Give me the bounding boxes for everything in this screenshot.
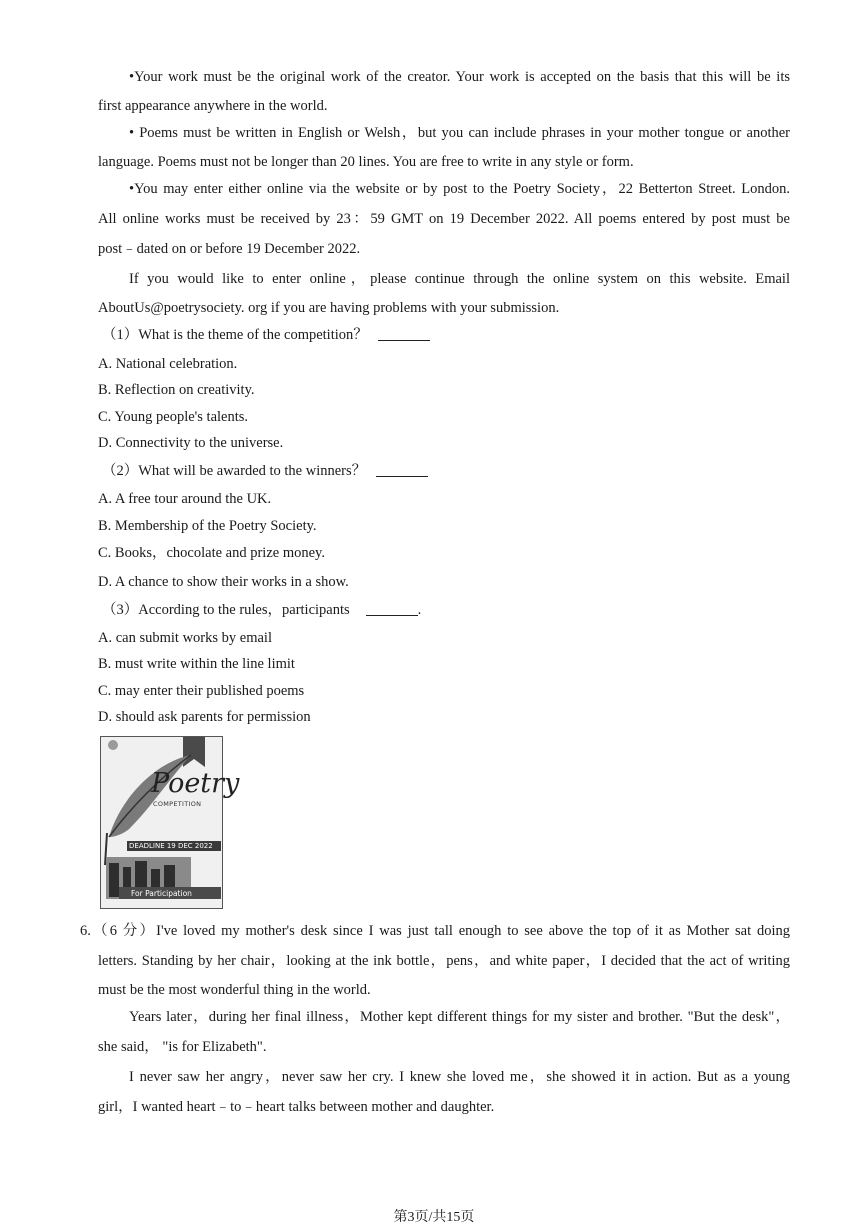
- question-2-option-c: C. Books，chocolate and prize money.: [98, 545, 325, 561]
- poetry-competition-poster: [100, 736, 240, 909]
- passage-6-line-5: she said， "is for Elizabeth".: [98, 1039, 267, 1055]
- online-line-1: If you would like to enter online，please continue through the online system on this website. Email: [129, 271, 790, 287]
- question-1-stem: （1）What is the theme of the competition？: [102, 326, 430, 344]
- question-3-option-b: B. must write within the line limit: [98, 656, 295, 672]
- question-1-option-a: A. National celebration.: [98, 356, 238, 372]
- question-3-option-d: D. should ask parents for permission: [98, 709, 311, 725]
- online-line-2: AboutUs@poetrysociety. org if you are having problems with your submission.: [98, 300, 560, 316]
- question-1-option-d: D. Connectivity to the universe.: [98, 435, 284, 451]
- question-2-stem: （2）What will be awarded to the winners？: [102, 462, 428, 480]
- answer-blank-2[interactable]: [376, 462, 428, 477]
- question-3-option-c: C. may enter their published poems: [98, 683, 305, 699]
- rule-1-line-2: first appearance anywhere in the world.: [98, 98, 328, 114]
- rule-3-line-3: post﹣dated on or before 19 December 2022.: [98, 241, 361, 257]
- poster-deadline: DEADLINE 19 DEC 2022: [129, 842, 213, 850]
- passage-6-line-2: letters. Standing by her chair，looking at the ink bottle，pens，and white paper，I decided that the act of writing: [98, 953, 790, 969]
- question-2-option-a: A. A free tour around the UK.: [98, 491, 272, 507]
- feather-icon: [101, 737, 222, 908]
- passage-6-line-4: Years later，during her final illness，Mother kept different things for my sister and brother. "But the desk"，: [129, 1009, 790, 1025]
- answer-blank-3[interactable]: [366, 601, 418, 616]
- answer-blank-1[interactable]: [378, 326, 430, 341]
- rule-2-line-2: language. Poems must not be longer than 20 lines. You are free to write in any style or form.: [98, 154, 634, 170]
- poster-participation: For Participation: [131, 889, 192, 898]
- passage-6-line-6: I never saw her angry，never saw her cry. I knew she loved me，she showed it in action. But as a young: [129, 1069, 790, 1085]
- rule-3-line-1: •You may enter either online via the website or by post to the Poetry Society，22 Betterton Street. London.: [129, 181, 790, 197]
- passage-6-line-7: girl，I wanted heart﹣to﹣heart talks between mother and daughter.: [98, 1099, 495, 1115]
- passage-6-line-3: must be the most wonderful thing in the world.: [98, 982, 371, 998]
- poster-subtitle: COMPETITION: [153, 800, 202, 808]
- rule-1-line-1: •Your work must be the original work of the creator. Your work is accepted on the basis that this will be its: [129, 69, 790, 85]
- poster-title: Poetry: [151, 768, 240, 799]
- rule-3-line-2: All online works must be received by 23：59 GMT on 19 December 2022. All poems entered by post must be: [98, 211, 790, 227]
- page-number: 第3页/共15页: [393, 1210, 475, 1225]
- passage-6-line-1: 6.（6 分）I've loved my mother's desk since I was just tall enough to see above the top of it as Mother sat doing: [80, 923, 790, 939]
- question-1-option-c: C. Young people's talents.: [98, 409, 249, 425]
- question-2-option-b: B. Membership of the Poetry Society.: [98, 518, 317, 534]
- question-1-option-b: B. Reflection on creativity.: [98, 382, 255, 398]
- rule-2-line-1: • Poems must be written in English or Welsh，but you can include phrases in your mother tongue or another: [129, 125, 790, 141]
- question-3-option-a: A. can submit works by email: [98, 630, 272, 646]
- question-3-stem: （3）According to the rules，participants .: [102, 602, 422, 618]
- question-2-option-d: D. A chance to show their works in a show.: [98, 574, 349, 590]
